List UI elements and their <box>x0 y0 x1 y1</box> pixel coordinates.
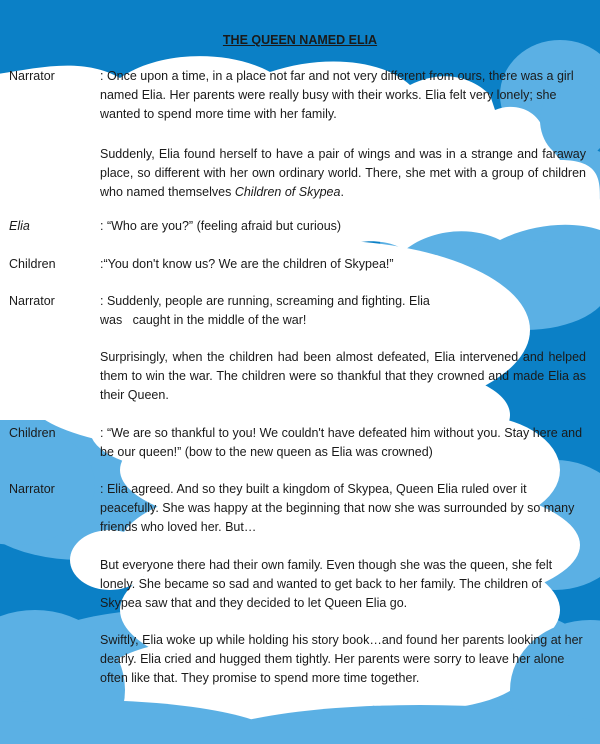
dialogue-text: was caught in the middle of the war! <box>100 313 307 327</box>
dialogue-text: : “Who are you?” (feeling afraid but curious) <box>100 219 342 233</box>
dialogue-text: : Once upon a time, in a place not far and not very different from ours, there was a girl named Elia. Her parents were really busy with their works. Elia felt very lonely; she wanted to spend more time with her family. <box>100 69 574 121</box>
dialogue-text: : Suddenly, people are running, screaming and fighting. Elia <box>100 294 430 308</box>
speaker-children: Children <box>9 426 56 440</box>
speaker-narrator: Narrator <box>9 69 55 83</box>
dialogue-text: : “We are so thankful to you! We couldn't have defeated him without you. Stay here and be our queen!” (bow to the new queen as Elia was crowned) <box>100 426 583 459</box>
page-title: THE QUEEN NAMED ELIA <box>222 33 378 47</box>
speaker-narrator: Narrator <box>9 482 55 496</box>
dialogue-text: Swiftly, Elia woke up while holding his story book…and found her parents looking at her dearly. Elia cried and hugged them tightly. Her parents were sorry to leave her alone often like that. They promise to spend more time together. <box>100 633 583 685</box>
dialogue-text: :“You don't know us? We are the children of Skypea!” <box>100 257 394 271</box>
dialogue-text: Suddenly, Elia found herself to have a pair of wings and was in a strange and faraway place, so different with her own ordinary world. There, she met with a group of children who named themselves Children of Skypea. <box>100 147 586 199</box>
speaker-elia: Elia <box>9 219 30 233</box>
speaker-children: Children <box>9 257 56 271</box>
speaker-narrator: Narrator <box>9 294 55 308</box>
dialogue-text: : Elia agreed. And so they built a kingdom of Skypea, Queen Elia ruled over it peacefully. She was happy at the beginning that now she was surrounded by so many friends who loved her. But… <box>100 482 575 534</box>
dialogue-text-part: Suddenly, Elia found herself to have a pair of wings and was in a strange and faraway place, so different with her own ordinary world. There, she met with a group of children who named themselves <box>100 147 586 199</box>
dialogue-text: Surprisingly, when the children had been almost defeated, Elia intervened and helped them to win the war. The children were so thankful that they crowned and made Elia as their Queen. <box>100 350 586 402</box>
group-name: Children of Skypea <box>234 185 341 199</box>
dialogue-text: But everyone there had their own family. Even though she was the queen, she felt lonely. She became so sad and wanted to get back to her family. The children of Skypea saw that and they decided to let Queen Elia go. <box>100 558 553 610</box>
